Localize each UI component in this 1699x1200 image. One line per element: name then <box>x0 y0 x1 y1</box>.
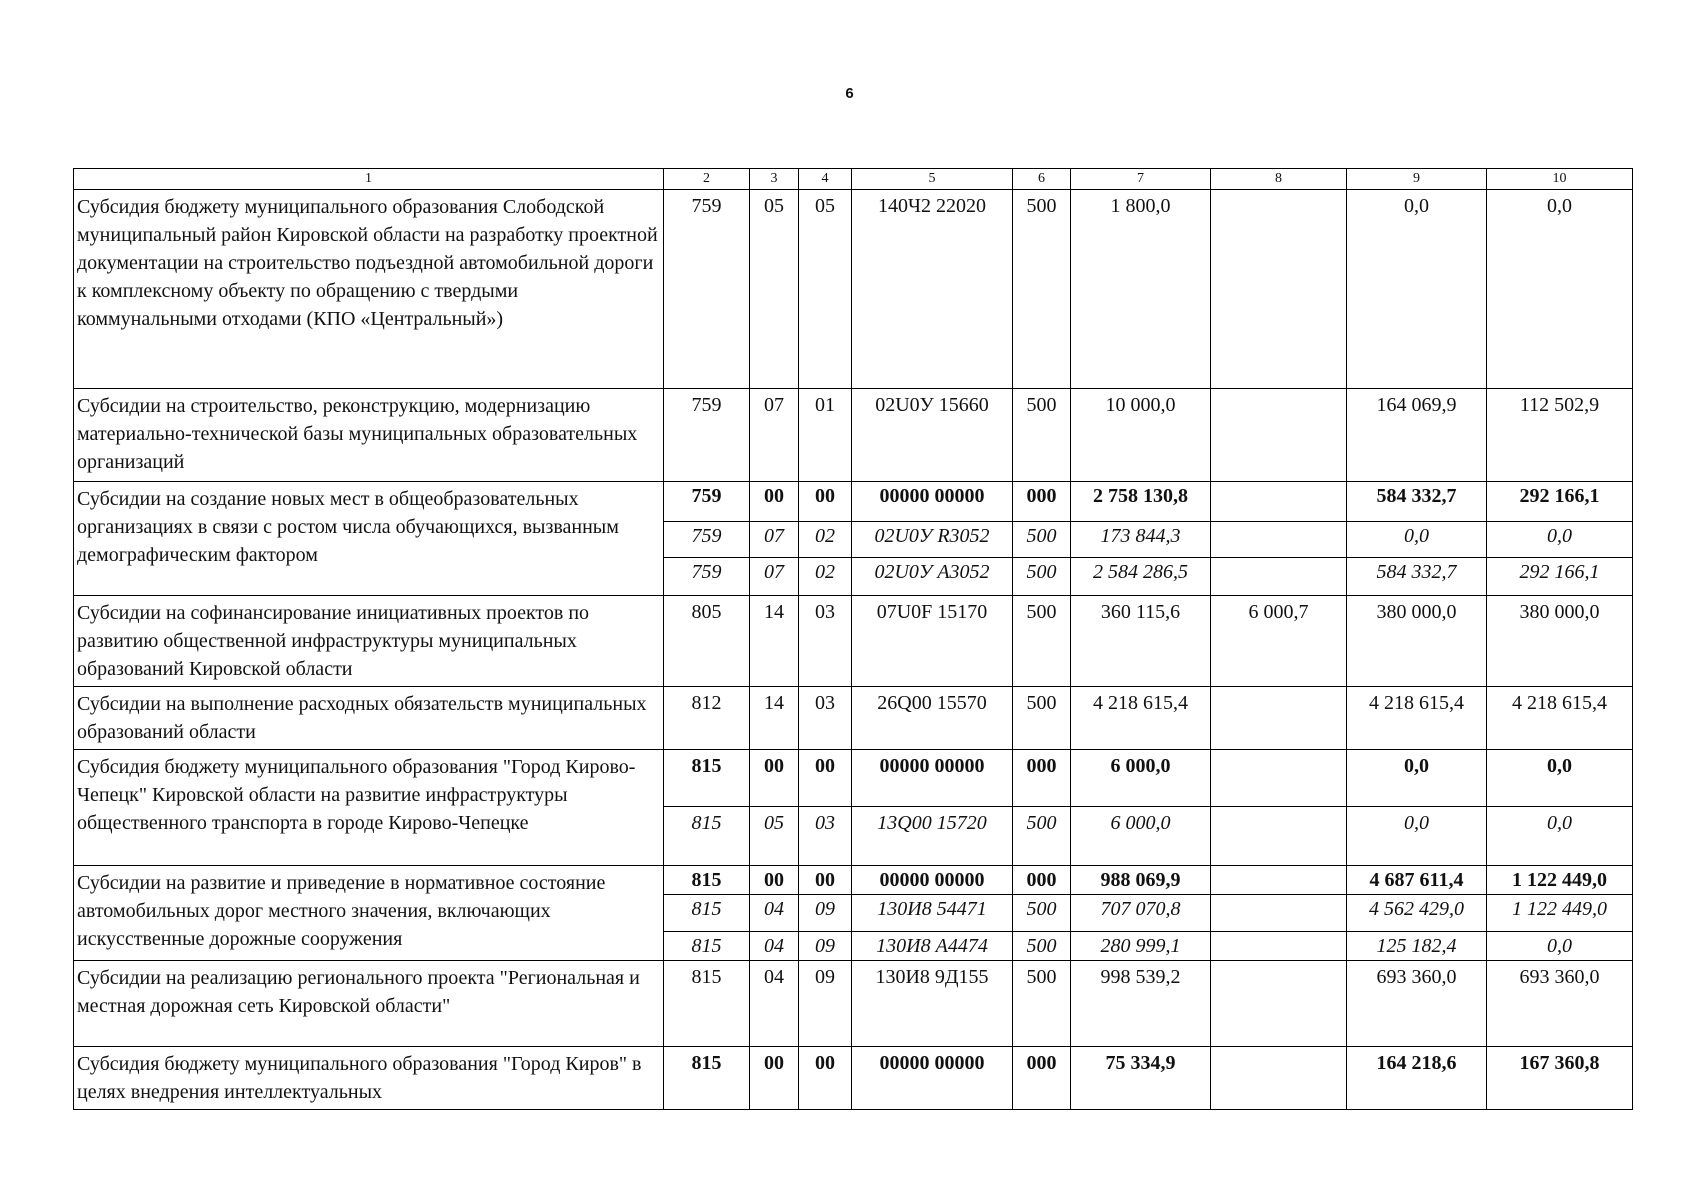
table-row <box>74 190 1633 389</box>
cell-ministry: 815 <box>664 750 750 807</box>
cell-section: 04 <box>750 961 799 1047</box>
cell-amount: 0,0 <box>1347 190 1487 389</box>
cell-amount: 380 000,0 <box>1487 596 1633 687</box>
cell-section: 04 <box>750 932 799 961</box>
cell-amount <box>1211 807 1347 866</box>
cell-amount: 4 218 615,4 <box>1071 687 1211 750</box>
table-row <box>74 389 1633 482</box>
cell-subsection: 02 <box>799 558 852 596</box>
cell-amount: 164 069,9 <box>1347 389 1487 482</box>
cell-ministry: 759 <box>664 389 750 482</box>
header-cell: 9 <box>1347 169 1487 190</box>
header-cell: 1 <box>74 169 664 190</box>
cell-expense-type: 500 <box>1013 522 1071 558</box>
cell-subsection: 05 <box>799 190 852 389</box>
cell-amount: 292 166,1 <box>1487 558 1633 596</box>
cell-ministry: 815 <box>664 961 750 1047</box>
cell-target-article: 07U0F 15170 <box>852 596 1013 687</box>
cell-subsection: 09 <box>799 961 852 1047</box>
header-cell: 10 <box>1487 169 1633 190</box>
cell-ministry: 815 <box>664 866 750 895</box>
row-description: Субсидии на софинансирование инициативных проектов по развитию общественной инфраструктуры муниципальных образований Кировской области <box>74 596 664 687</box>
cell-subsection: 03 <box>799 807 852 866</box>
cell-subsection: 01 <box>799 389 852 482</box>
cell-expense-type: 500 <box>1013 932 1071 961</box>
cell-amount: 1 122 449,0 <box>1487 866 1633 895</box>
cell-amount: 0,0 <box>1347 750 1487 807</box>
cell-ministry: 759 <box>664 558 750 596</box>
cell-ministry: 815 <box>664 1047 750 1110</box>
table-row <box>74 961 1633 1047</box>
cell-amount <box>1211 190 1347 389</box>
cell-section: 00 <box>750 750 799 807</box>
row-description: Субсидия бюджету муниципального образования "Город Киров" в целях внедрения интеллектуальных <box>74 1047 664 1110</box>
row-description: Субсидии на развитие и приведение в нормативное состояние автомобильных дорог местного значения, включающих искусственные дорожные сооружения <box>74 866 664 961</box>
cell-target-article: 00000 00000 <box>852 1047 1013 1110</box>
cell-amount: 380 000,0 <box>1347 596 1487 687</box>
cell-amount: 988 069,9 <box>1071 866 1211 895</box>
cell-expense-type: 500 <box>1013 961 1071 1047</box>
cell-target-article: 00000 00000 <box>852 482 1013 522</box>
cell-target-article: 130И8 54471 <box>852 895 1013 932</box>
cell-subsection: 00 <box>799 1047 852 1110</box>
cell-ministry: 759 <box>664 190 750 389</box>
cell-amount <box>1211 522 1347 558</box>
cell-amount: 0,0 <box>1487 190 1633 389</box>
cell-target-article: 26Q00 15570 <box>852 687 1013 750</box>
cell-amount: 0,0 <box>1487 807 1633 866</box>
cell-section: 07 <box>750 522 799 558</box>
cell-amount: 6 000,0 <box>1071 750 1211 807</box>
cell-amount: 280 999,1 <box>1071 932 1211 961</box>
cell-amount: 6 000,7 <box>1211 596 1347 687</box>
cell-amount <box>1211 932 1347 961</box>
cell-amount <box>1211 482 1347 522</box>
table-row <box>74 596 1633 687</box>
page-number: 6 <box>845 85 854 102</box>
cell-amount: 4 562 429,0 <box>1347 895 1487 932</box>
cell-target-article: 02U0У 15660 <box>852 389 1013 482</box>
cell-ministry: 812 <box>664 687 750 750</box>
cell-section: 14 <box>750 687 799 750</box>
cell-expense-type: 500 <box>1013 895 1071 932</box>
cell-expense-type: 000 <box>1013 750 1071 807</box>
cell-amount: 164 218,6 <box>1347 1047 1487 1110</box>
cell-amount: 4 218 615,4 <box>1487 687 1633 750</box>
cell-amount: 167 360,8 <box>1487 1047 1633 1110</box>
cell-amount <box>1211 750 1347 807</box>
cell-expense-type: 000 <box>1013 1047 1071 1110</box>
cell-section: 04 <box>750 895 799 932</box>
cell-subsection: 00 <box>799 866 852 895</box>
header-cell: 5 <box>852 169 1013 190</box>
cell-amount: 0,0 <box>1487 522 1633 558</box>
cell-amount: 0,0 <box>1487 932 1633 961</box>
header-row <box>74 169 1633 190</box>
cell-subsection: 09 <box>799 932 852 961</box>
table-row-total <box>74 1047 1633 1110</box>
cell-amount: 998 539,2 <box>1071 961 1211 1047</box>
cell-amount: 1 122 449,0 <box>1487 895 1633 932</box>
cell-amount: 707 070,8 <box>1071 895 1211 932</box>
cell-amount: 4 218 615,4 <box>1347 687 1487 750</box>
cell-amount <box>1211 558 1347 596</box>
cell-amount: 360 115,6 <box>1071 596 1211 687</box>
cell-subsection: 00 <box>799 750 852 807</box>
header-cell: 8 <box>1211 169 1347 190</box>
cell-amount <box>1211 687 1347 750</box>
cell-section: 07 <box>750 389 799 482</box>
cell-expense-type: 500 <box>1013 687 1071 750</box>
row-description: Субсидии на выполнение расходных обязательств муниципальных образований области <box>74 687 664 750</box>
header-cell: 2 <box>664 169 750 190</box>
header-cell: 3 <box>750 169 799 190</box>
cell-amount <box>1211 961 1347 1047</box>
cell-subsection: 00 <box>799 482 852 522</box>
table-row-total <box>74 482 1633 522</box>
cell-section: 14 <box>750 596 799 687</box>
row-description: Субсидии на реализацию регионального проекта "Региональная и местная дорожная сеть Кировской области" <box>74 961 664 1047</box>
row-description: Субсидии на строительство, реконструкцию, модернизацию материально-технической базы муниципальных образовательных организаций <box>74 389 664 482</box>
cell-ministry: 815 <box>664 807 750 866</box>
cell-section: 00 <box>750 482 799 522</box>
cell-ministry: 815 <box>664 932 750 961</box>
cell-amount: 693 360,0 <box>1347 961 1487 1047</box>
cell-amount <box>1211 866 1347 895</box>
budget-table <box>73 168 1633 1110</box>
cell-target-article: 02U0У А3052 <box>852 558 1013 596</box>
cell-expense-type: 500 <box>1013 190 1071 389</box>
cell-section: 05 <box>750 190 799 389</box>
cell-amount: 173 844,3 <box>1071 522 1211 558</box>
cell-amount: 2 584 286,5 <box>1071 558 1211 596</box>
cell-target-article: 140Ч2 22020 <box>852 190 1013 389</box>
cell-expense-type: 500 <box>1013 558 1071 596</box>
cell-ministry: 805 <box>664 596 750 687</box>
cell-target-article: 00000 00000 <box>852 866 1013 895</box>
cell-subsection: 09 <box>799 895 852 932</box>
cell-expense-type: 500 <box>1013 389 1071 482</box>
cell-target-article: 02U0У R3052 <box>852 522 1013 558</box>
cell-expense-type: 000 <box>1013 482 1071 522</box>
cell-target-article: 130И8 А4474 <box>852 932 1013 961</box>
cell-amount: 2 758 130,8 <box>1071 482 1211 522</box>
cell-ministry: 759 <box>664 482 750 522</box>
row-description: Субсидии на создание новых мест в общеобразовательных организациях в связи с ростом числа обучающихся, вызванным демографическим фактором <box>74 482 664 596</box>
cell-amount: 584 332,7 <box>1347 482 1487 522</box>
cell-subsection: 03 <box>799 687 852 750</box>
cell-amount: 693 360,0 <box>1487 961 1633 1047</box>
cell-ministry: 759 <box>664 522 750 558</box>
header-cell: 4 <box>799 169 852 190</box>
cell-amount: 6 000,0 <box>1071 807 1211 866</box>
cell-amount: 75 334,9 <box>1071 1047 1211 1110</box>
cell-expense-type: 000 <box>1013 866 1071 895</box>
table-row-total <box>74 866 1633 895</box>
table-row <box>74 687 1633 750</box>
cell-amount: 0,0 <box>1487 750 1633 807</box>
cell-amount: 112 502,9 <box>1487 389 1633 482</box>
row-description: Субсидия бюджету муниципального образования Слободской муниципальный район Кировской области на разработку проектной документации на строительство подъездной автомобильной дороги к комплексному объекту по обращению с твердыми коммунальными отходами (КПО «Центральный») <box>74 190 664 389</box>
cell-section: 00 <box>750 1047 799 1110</box>
cell-expense-type: 500 <box>1013 807 1071 866</box>
cell-subsection: 02 <box>799 522 852 558</box>
header-cell: 6 <box>1013 169 1071 190</box>
cell-amount <box>1211 895 1347 932</box>
cell-amount: 10 000,0 <box>1071 389 1211 482</box>
header-cell: 7 <box>1071 169 1211 190</box>
table-row-total <box>74 750 1633 807</box>
cell-ministry: 815 <box>664 895 750 932</box>
cell-section: 07 <box>750 558 799 596</box>
cell-section: 00 <box>750 866 799 895</box>
cell-amount: 125 182,4 <box>1347 932 1487 961</box>
cell-amount: 584 332,7 <box>1347 558 1487 596</box>
cell-section: 05 <box>750 807 799 866</box>
cell-target-article: 00000 00000 <box>852 750 1013 807</box>
cell-amount: 0,0 <box>1347 522 1487 558</box>
row-description: Субсидия бюджету муниципального образования "Город Кирово-Чепецк" Кировской области на развитие инфраструктуры общественного транспорта в городе Кирово-Чепецке <box>74 750 664 866</box>
cell-amount: 292 166,1 <box>1487 482 1633 522</box>
cell-amount: 4 687 611,4 <box>1347 866 1487 895</box>
cell-amount <box>1211 389 1347 482</box>
cell-expense-type: 500 <box>1013 596 1071 687</box>
cell-target-article: 130И8 9Д155 <box>852 961 1013 1047</box>
cell-amount <box>1211 1047 1347 1110</box>
cell-target-article: 13Q00 15720 <box>852 807 1013 866</box>
cell-subsection: 03 <box>799 596 852 687</box>
cell-amount: 0,0 <box>1347 807 1487 866</box>
cell-amount: 1 800,0 <box>1071 190 1211 389</box>
